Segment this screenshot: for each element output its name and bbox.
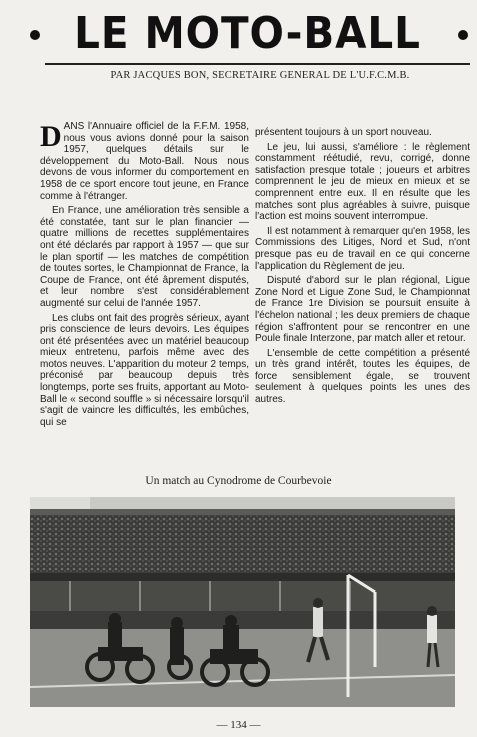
byline: PAR JACQUES BON, SECRETAIRE GENERAL DE L'U.F.C.M.B. [110, 70, 410, 81]
article-column-right [255, 127, 470, 409]
title-row [0, 2, 477, 62]
drop-cap: D [40, 120, 62, 153]
title-rule [45, 63, 470, 65]
page-number: — 134 — [216, 719, 261, 731]
article-paragraph [40, 121, 249, 202]
article-paragraph: Il est notamment à remarquer qu'en 1958, les Commissions des Litiges, Nord et Sud, n'ont presque pas eu de travail en ce qui concerne l'application du Règlement de jeu. [255, 225, 470, 272]
article-paragraph: L'ensemble de cette compétition a présenté un très grand intérêt, toutes les équipes, de force sensiblement égale, se trouvent seulement à quelques points les unes des autres. [255, 347, 470, 406]
article-column-left [40, 121, 249, 431]
match-photo [30, 497, 455, 707]
article-paragraph: Disputé d'abord sur le plan régional, Ligue Zone Nord et Ligue Zone Sud, le Championnat de France 1re Division se poursuit ensuite à l'échelon national ; les deux premiers de chaque région s'affrontent pour se rencontrer en une Poule finale Interzone, par match aller et retour. [255, 275, 470, 345]
bullet-dot-left [30, 30, 40, 40]
article-paragraph: En France, une amélioration très sensible a été constatée, tant sur le plan financier — quatre millions de recettes supplémentaires ont été déclarés par rapport à 1957 — que sur le plan sportif — les matches de compétition de toutes sortes, le Championnat de France, la Coupe de France, ont été âprement disputés, et leur nombre s'est considérablement augmenté sur celui de l'année 1957. [40, 205, 249, 309]
article-paragraph: présentent toujours à un sport nouveau. [255, 127, 432, 138]
match-photo-illustration [30, 497, 455, 707]
photo-caption: Un match au Cynodrome de Courbevoie [145, 475, 332, 487]
page-title: LE MOTO-BALL [74, 8, 421, 59]
article-text: ANS l'Annuaire officiel de la F.F.M. 1958, nous vous avions donné pour la saison 1957, quelques détails sur le développement du Moto-Ball. Nous nous devons de vous informer du comportement en 1958 de ce sport encore tout jeune, en France comme à l'étranger. [40, 121, 249, 202]
article-paragraph: Le jeu, lui aussi, s'améliore : le règlement constamment réétudié, revu, corrigé, donne satisfaction presque totale ; joueurs et arbitres comprennent le jeu de mieux en mieux et se comprennent entre eux. Il en résulte que les matches sont plus agréables à suivre, puisque l'action est moins souvent interrompue. [255, 141, 470, 223]
article-paragraph: Les clubs ont fait des progrès sérieux, ayant pris conscience de leurs devoirs. Les équipes ont été présentées avec un matériel beaucoup mieux entretenu, parfois même avec des motos neuves. L'apparition du moteur 2 temps, préconisé par beaucoup depuis très longtemps, porte ses fruits, apportant au Moto-Ball le « second souffle » si nécessaire lorsqu'il s'agit de vaincre les difficultés, les embûches, qui se [40, 312, 249, 428]
bullet-dot-right [458, 30, 468, 40]
